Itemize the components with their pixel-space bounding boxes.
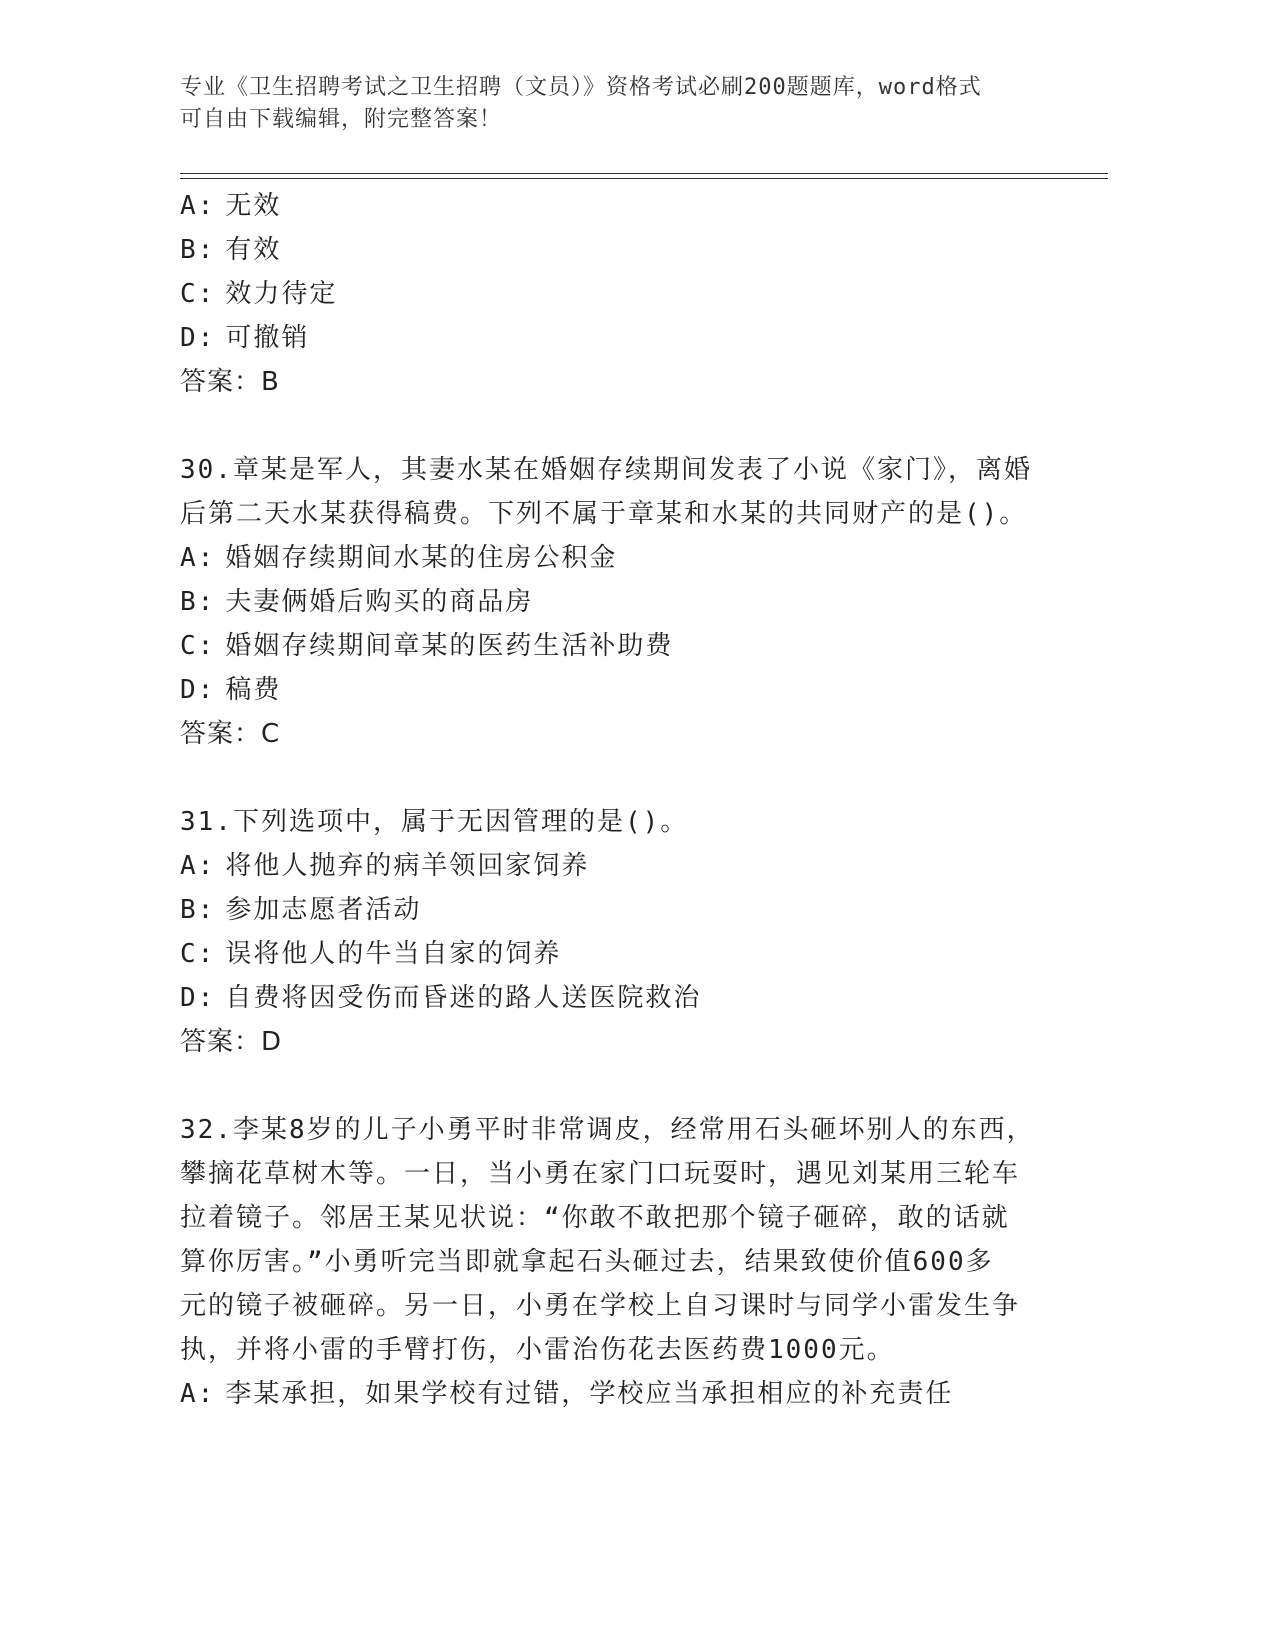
option-a: A: 将他人抛弃的病羊领回家饲养	[180, 851, 590, 881]
question-text-line: 算你厉害。”小勇听完当即就拿起石头砸过去，结果致使价值600多	[180, 1247, 994, 1277]
question-text-line: 后第二天水某获得稿费。下列不属于章某和水某的共同财产的是()。	[180, 499, 1028, 529]
option-d: D: 可撤销	[180, 323, 310, 353]
document-header	[180, 72, 1060, 136]
spacer	[180, 404, 1080, 448]
header-divider-top	[180, 173, 1108, 174]
option-d: D: 稿费	[180, 675, 282, 705]
option-a: A: 婚姻存续期间水某的住房公积金	[180, 543, 618, 573]
answer-label: 答案：C	[180, 719, 281, 749]
spacer	[180, 756, 1080, 800]
question-30	[180, 448, 1080, 756]
question-text-line: 攀摘花草树木等。一日，当小勇在家门口玩耍时，遇见刘某用三轮车	[180, 1159, 1021, 1189]
prev-question-options	[180, 184, 1080, 404]
question-text-line: 32.李某8岁的儿子小勇平时非常调皮，经常用石头砸坏别人的东西，	[180, 1115, 1035, 1145]
option-c: C: 婚姻存续期间章某的医药生活补助费	[180, 631, 674, 661]
option-a: A: 李某承担，如果学校有过错，学校应当承担相应的补充责任	[180, 1379, 954, 1409]
header-title-line-1: 专业《卫生招聘考试之卫生招聘（文员）》资格考试必刷200题题库，word格式	[180, 75, 982, 100]
option-d: D: 自费将因受伤而昏迷的路人送医院救治	[180, 983, 702, 1013]
question-text-line: 30.章某是军人，其妻水某在婚姻存续期间发表了小说《家门》，离婚	[180, 455, 1032, 485]
answer-label: 答案：B	[180, 367, 280, 397]
question-text-line: 拉着镜子。邻居王某见状说：“你敢不敢把那个镜子砸碎，敢的话就	[180, 1203, 1010, 1233]
option-b: B: 参加志愿者活动	[180, 895, 422, 925]
spacer	[180, 1064, 1080, 1108]
option-b: B: 夫妻俩婚后购买的商品房	[180, 587, 534, 617]
answer-label: 答案：D	[180, 1027, 283, 1057]
option-a: A: 无效	[180, 191, 282, 221]
option-b: B: 有效	[180, 235, 282, 265]
question-32	[180, 1108, 1080, 1416]
option-c: C: 效力待定	[180, 279, 338, 309]
option-c: C: 误将他人的牛当自家的饲养	[180, 939, 562, 969]
question-text-line: 元的镜子被砸碎。另一日，小勇在学校上自习课时与同学小雷发生争	[180, 1291, 1021, 1321]
question-text-line: 执，并将小雷的手臂打伤，小雷治伤花去医药费1000元。	[180, 1335, 895, 1365]
header-divider-bottom	[180, 178, 1108, 179]
question-31	[180, 800, 1080, 1064]
header-title-line-2: 可自由下载编辑，附完整答案！	[180, 107, 503, 132]
question-text-line: 31.下列选项中，属于无因管理的是()。	[180, 807, 689, 837]
question-body	[180, 184, 1080, 1416]
